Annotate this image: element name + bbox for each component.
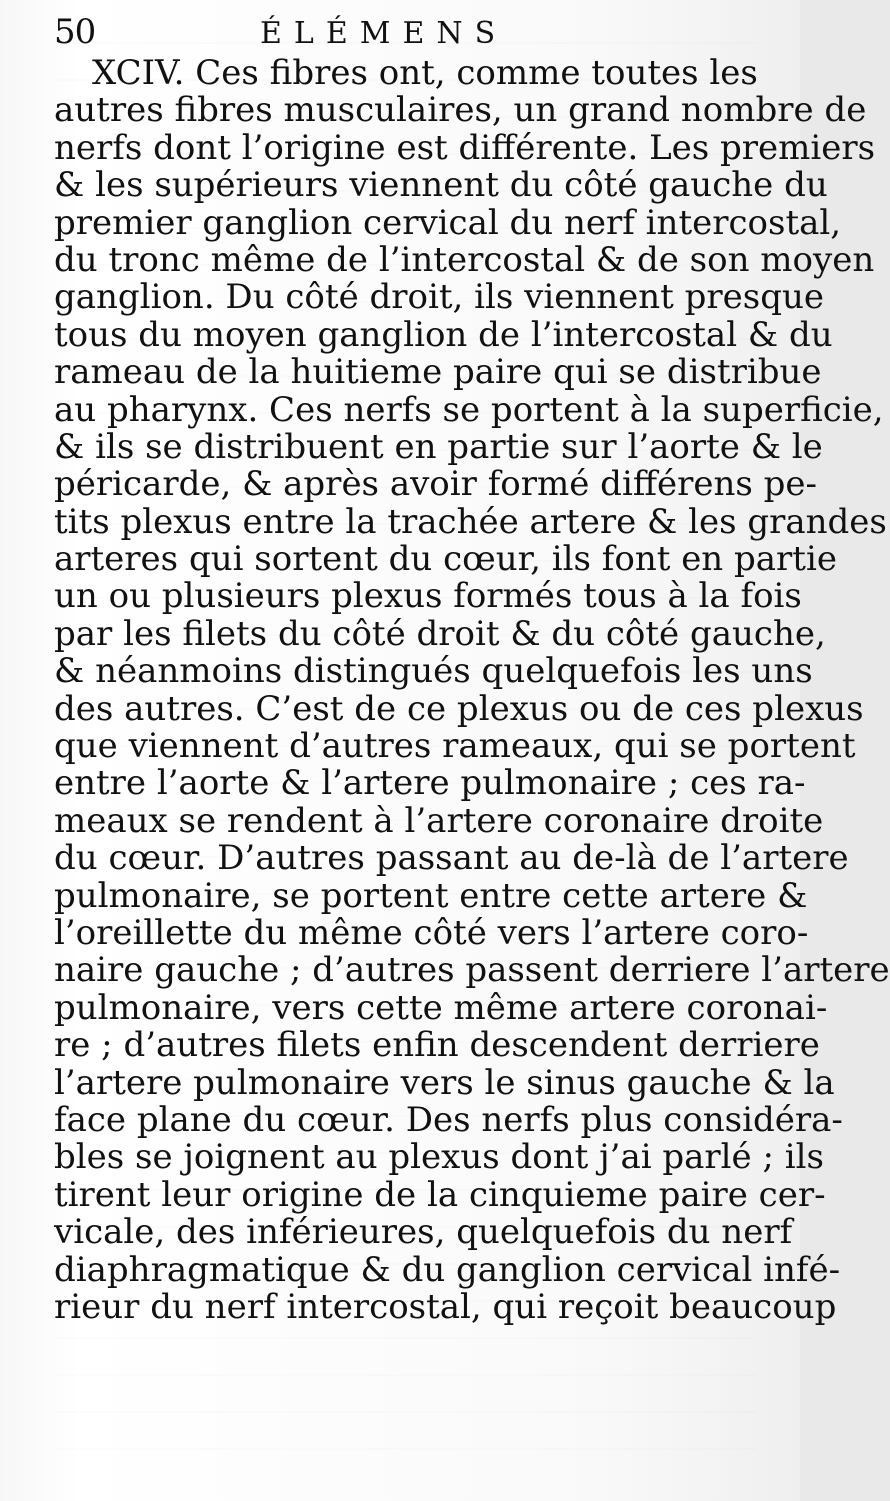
text-line: naire gauche ; d’autres passent derriere l’artere xyxy=(54,950,890,991)
text-line: tirent leur origine de la cinquieme paire cer- xyxy=(54,1174,826,1215)
text-line: XCIV. Ces fibres ont, comme toutes les xyxy=(92,53,758,93)
text-line: meaux se rendent à l’artere coronaire droite xyxy=(54,800,824,841)
text-line: péricarde, & après avoir formé différens pe- xyxy=(54,464,817,505)
text-line: face plane du cœur. Des nerfs plus considéra- xyxy=(54,1099,843,1140)
text-line: au pharynx. Ces nerfs se portent à la superficie, xyxy=(54,389,884,430)
text-line: premier ganglion cervical du nerf intercostal, xyxy=(54,202,842,243)
text-line: un ou plusieurs plexus formés tous à la fois xyxy=(54,576,802,617)
text-line: entre l’aorte & l’artere pulmonaire ; ces ra- xyxy=(54,763,806,804)
text-line: autres fibres musculaires, un grand nombre de xyxy=(54,90,867,131)
text-line: nerfs dont l’origine est différente. Les premiers xyxy=(54,127,876,168)
text-line: ganglion. Du côté droit, ils viennent presque xyxy=(54,277,824,318)
text-line: l’artere pulmonaire vers le sinus gauche & la xyxy=(54,1062,835,1103)
text-line: du cœur. D’autres passant au de-là de l’artere xyxy=(54,838,849,879)
page-number: 50 xyxy=(54,12,96,52)
text-line: & les supérieurs viennent du côté gauche du xyxy=(54,165,828,206)
text-line: du tronc même de l’intercostal & de son moyen xyxy=(54,239,875,280)
text-line: tits plexus entre la trachée artere & les grandes xyxy=(54,501,887,542)
running-head: ÉLÉMENS xyxy=(260,16,508,51)
text-line: que viennent d’autres rameaux, qui se portent xyxy=(54,726,856,767)
text-line: re ; d’autres filets enfin descendent derriere xyxy=(54,1025,820,1066)
text-line: tous du moyen ganglion de l’intercostal & du xyxy=(54,314,833,355)
text-line: arteres qui sortent du cœur, ils font en partie xyxy=(54,539,837,580)
text-line: pulmonaire, vers cette même artere coronai- xyxy=(54,987,828,1028)
text-line: & ils se distribuent en partie sur l’aorte & le xyxy=(54,426,823,467)
text-line: des autres. C’est de ce plexus ou de ces plexus xyxy=(54,688,864,729)
text-line: rameau de la huitieme paire qui se distribue xyxy=(54,352,822,393)
text-line: par les filets du côté droit & du côté gauche, xyxy=(54,613,826,654)
text-line: & néanmoins distingués quelquefois les uns xyxy=(54,651,813,692)
text-line: l’oreillette du même côté vers l’artere coro- xyxy=(54,912,809,953)
text-line: bles se joignent au plexus dont j’ai parlé ; ils xyxy=(54,1137,824,1178)
text-line: rieur du nerf intercostal, qui reçoit beaucoup xyxy=(54,1286,837,1327)
text-line: diaphragmatique & du ganglion cervical infé- xyxy=(54,1249,841,1290)
text-line: vicale, des inférieures, quelquefois du nerf xyxy=(54,1212,793,1253)
main-text xyxy=(54,53,890,1327)
text-line: pulmonaire, se portent entre cette artere & xyxy=(54,875,808,916)
